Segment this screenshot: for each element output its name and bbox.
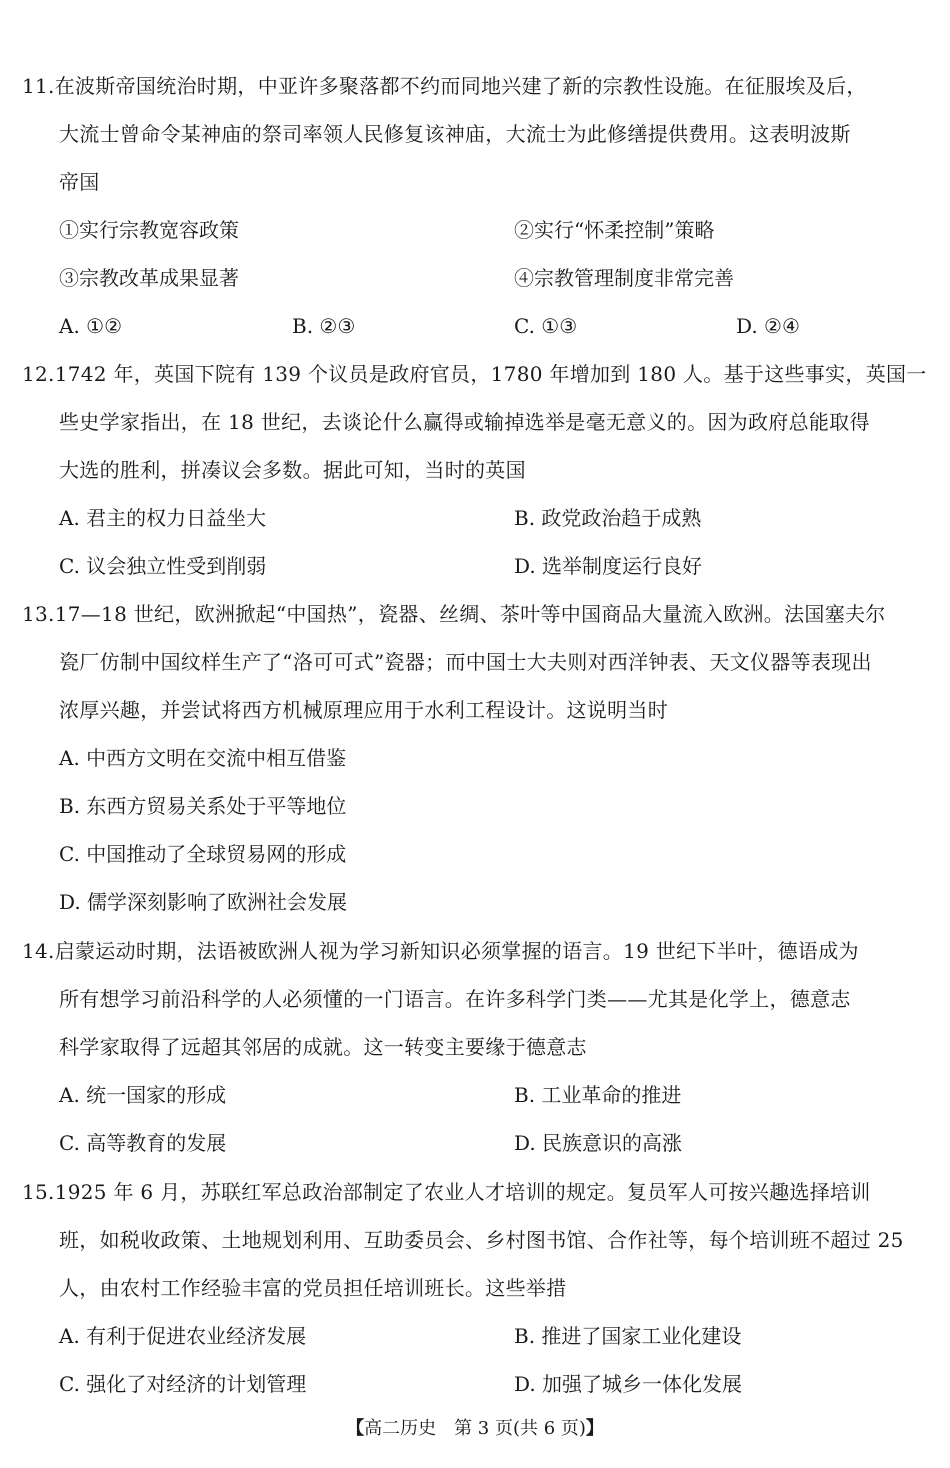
question-text-line: 13.17—18 世纪，欧洲掀起“中国热”，瓷器、丝绸、茶叶等中国商品大量流入欧洲。法国塞夫尔 [22, 602, 886, 626]
option-b: B. 工业革命的推进 [514, 1083, 682, 1107]
option-c: C. 强化了对经济的计划管理 [59, 1372, 307, 1396]
option-a: A. 有利于促进农业经济发展 [59, 1324, 307, 1348]
option-a: A. ①② [59, 314, 123, 338]
question-text-line: 12.1742 年，英国下院有 139 个议员是政府官员，1780 年增加到 180 人。基于这些事实，英国一 [22, 362, 927, 386]
question-13 [22, 590, 932, 926]
question-15 [22, 1168, 932, 1408]
option-row [22, 782, 932, 830]
question-14 [22, 927, 932, 1167]
statement-row [22, 206, 932, 254]
option-a: A. 统一国家的形成 [59, 1083, 227, 1107]
statement-row [22, 254, 932, 302]
question-text-line: 些史学家指出，在 18 世纪，去谈论什么赢得或输掉选举是毫无意义的。因为政府总能取得 [59, 410, 870, 434]
option-c: C. 议会独立性受到削弱 [59, 554, 267, 578]
option-d: D. 加强了城乡一体化发展 [514, 1372, 743, 1396]
question-text-line: 瓷厂仿制中国纹样生产了“洛可可式”瓷器；而中国士大夫则对西洋钟表、天文仪器等表现出 [59, 650, 872, 674]
option-b: B. 政党政治趋于成熟 [514, 506, 702, 530]
statement-3: ③宗教改革成果显著 [59, 266, 239, 290]
question-text-line: 帝国 [59, 170, 100, 194]
question-text-line: 大流士曾命令某神庙的祭司率领人民修复该神庙，大流士为此修缮提供费用。这表明波斯 [59, 122, 851, 146]
question-text-line: 人，由农村工作经验丰富的党员担任培训班长。这些举措 [59, 1276, 567, 1300]
option-row [22, 494, 932, 542]
question-text-line: 11.在波斯帝国统治时期，中亚许多聚落都不约而同地兴建了新的宗教性设施。在征服埃及后， [22, 74, 867, 98]
option-row [22, 1312, 932, 1360]
option-b: B. 推进了国家工业化建设 [514, 1324, 742, 1348]
option-row [22, 1360, 932, 1408]
question-text-line: 浓厚兴趣，并尝试将西方机械原理应用于水利工程设计。这说明当时 [59, 698, 668, 722]
question-text-line: 班，如税收政策、土地规划利用、互助委员会、乡村图书馆、合作社等，每个培训班不超过 25 [59, 1228, 904, 1252]
option-row [22, 830, 932, 878]
option-a: A. 君主的权力日益坐大 [59, 506, 267, 530]
option-a: A. 中西方文明在交流中相互借鉴 [59, 746, 347, 770]
option-row [22, 1119, 932, 1167]
option-row [22, 878, 932, 926]
option-c: C. 中国推动了全球贸易网的形成 [59, 842, 347, 866]
question-text-line: 科学家取得了远超其邻居的成就。这一转变主要缘于德意志 [59, 1035, 587, 1059]
footer-open-bracket: 【 [346, 1418, 365, 1439]
option-d: D. 民族意识的高涨 [514, 1131, 683, 1155]
statement-2: ②实行“怀柔控制”策略 [514, 218, 715, 242]
page-footer [0, 1414, 950, 1444]
option-row [22, 542, 932, 590]
footer-text: 高二历史 第 3 页(共 6 页) [364, 1418, 586, 1439]
option-d: D. 儒学深刻影响了欧洲社会发展 [59, 890, 348, 914]
option-d: D. 选举制度运行良好 [514, 554, 703, 578]
footer-close-bracket: 】 [585, 1418, 604, 1439]
question-12 [22, 350, 932, 590]
question-11 [22, 62, 932, 350]
statement-4: ④宗教管理制度非常完善 [514, 266, 734, 290]
option-c: C. ①③ [514, 314, 578, 338]
question-text-line: 15.1925 年 6 月，苏联红军总政治部制定了农业人才培训的规定。复员军人可按兴趣选择培训 [22, 1180, 871, 1204]
question-text-line: 所有想学习前沿科学的人必须懂的一门语言。在许多科学门类——尤其是化学上，德意志 [59, 987, 851, 1011]
option-b: B. 东西方贸易关系处于平等地位 [59, 794, 347, 818]
option-row [22, 1071, 932, 1119]
option-b: B. ②③ [292, 314, 356, 338]
question-text-line: 14.启蒙运动时期，法语被欧洲人视为学习新知识必须掌握的语言。19 世纪下半叶，德语成为 [22, 939, 859, 963]
option-c: C. 高等教育的发展 [59, 1131, 227, 1155]
statement-1: ①实行宗教宽容政策 [59, 218, 239, 242]
option-d: D. ②④ [736, 314, 800, 338]
option-row [22, 734, 932, 782]
question-text-line: 大选的胜利，拼凑议会多数。据此可知，当时的英国 [59, 458, 526, 482]
option-row [22, 302, 932, 350]
